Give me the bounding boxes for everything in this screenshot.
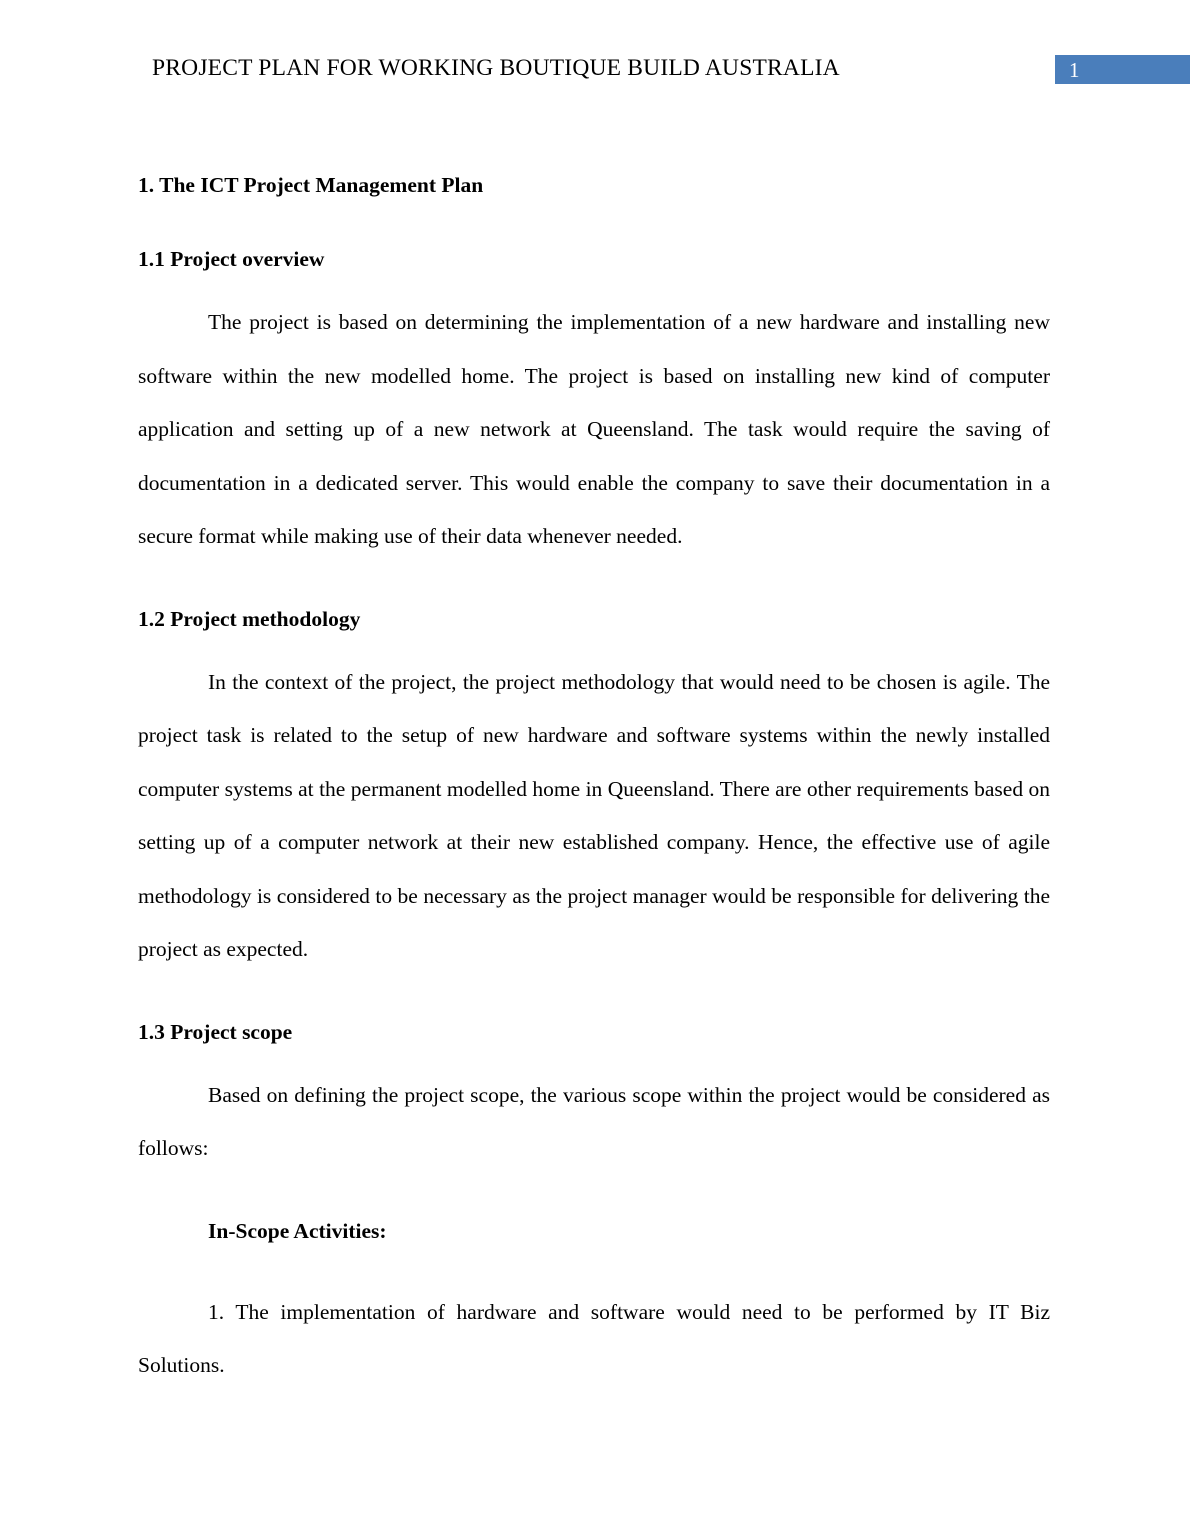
spacer [138,1047,1050,1069]
document-body [138,170,1050,1393]
spacer [138,634,1050,656]
heading-ict-project-management-plan: 1. The ICT Project Management Plan [138,173,484,197]
page-header [0,0,1190,110]
heading-project-scope: 1.3 Project scope [138,1019,293,1044]
spacer [138,977,1050,1017]
heading-project-methodology: 1.2 Project methodology [138,606,361,631]
paragraph-project-scope: Based on defining the project scope, the various scope within the project would be considered as follows: [138,1082,1050,1160]
paragraph-project-overview: The project is based on determining the implementation of a new hardware and installing new software within the new modelled home. The project is based on installing new kind of computer application and setting up of a new network at Queensland. The task would require the saving of documentation in a dedicated server. This would enable the company to save their documentation in a secure format while making use of their data whenever needed. [138,310,1050,548]
spacer [138,200,1050,244]
paragraph-project-methodology: In the context of the project, the project methodology that would need to be chosen is agile. The project task is related to the setup of new hardware and software systems within the newly installed computer systems at the permanent modelled home in Queensland. There are other requirements based on setting up of a computer network at their new established company. Hence, the effective use of agile methodology is considered to be necessary as the project manager would be responsible for delivering the project as expected. [138,669,1050,961]
spacer [138,274,1050,296]
heading-project-overview: 1.1 Project overview [138,247,325,271]
page-number: 1 [1069,58,1080,82]
header-title: PROJECT PLAN FOR WORKING BOUTIQUE BUILD AUSTRALIA [152,55,840,81]
spacer [138,1246,1050,1286]
subheading-in-scope-activities: In-Scope Activities: [208,1218,387,1243]
page-number-badge [1055,55,1190,84]
spacer [138,1176,1050,1216]
spacer [138,564,1050,604]
list-item-in-scope-1: 1. The implementation of hardware and software would need to be performed by IT Biz Solutions. [138,1299,1050,1377]
